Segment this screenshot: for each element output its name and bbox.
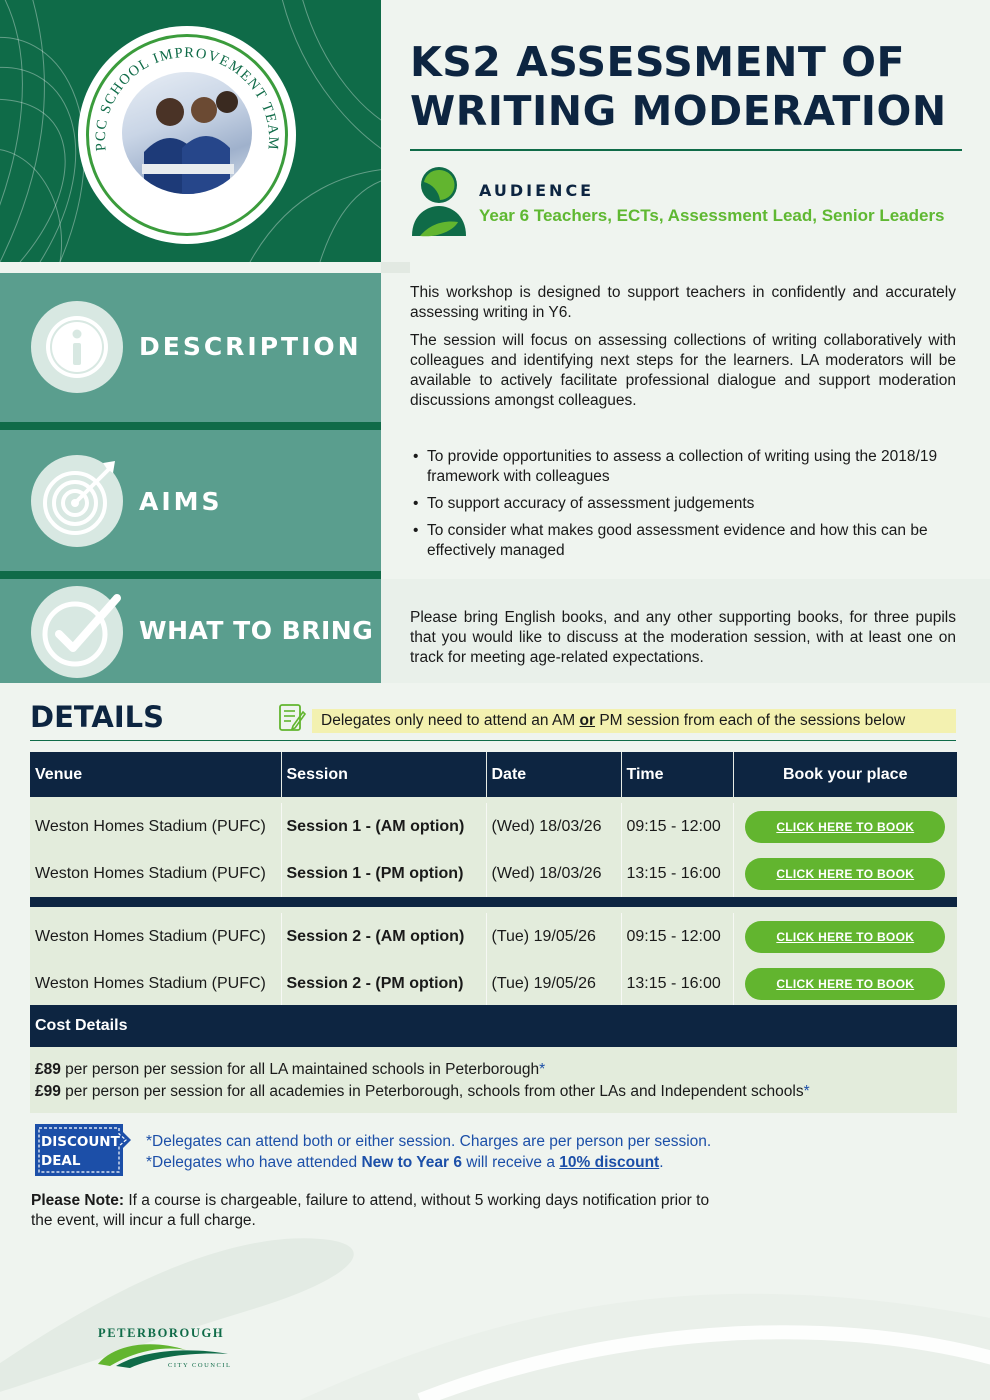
discount-text-part: *Delegates who have attended xyxy=(146,1154,362,1171)
time-cell: 09:15 - 12:00 xyxy=(621,913,733,960)
description-divider xyxy=(0,422,381,430)
venue-cell: Weston Homes Stadium (PUFC) xyxy=(30,960,281,1007)
aim-item: • To support accuracy of assessment judgements xyxy=(411,494,957,514)
time-cell: 13:15 - 16:00 xyxy=(621,960,733,1007)
header-hero-panel xyxy=(0,0,381,262)
book-cell xyxy=(733,850,957,897)
note-or: or xyxy=(579,712,596,729)
book-cell xyxy=(733,803,957,850)
book-cell xyxy=(733,960,957,1007)
title-divider xyxy=(410,149,962,151)
time-cell: 13:15 - 16:00 xyxy=(621,850,733,897)
title-line-2: WRITING MODERATION xyxy=(410,87,947,135)
notepad-icon xyxy=(278,702,306,732)
book-button[interactable]: CLICK HERE TO BOOK xyxy=(745,858,945,890)
note-text: Delegates only need to attend an AM xyxy=(321,712,580,729)
description-paragraph-2: The session will focus on assessing collections of writing collaboratively with colleagues and identifying next steps for the learners. LA moderators will be available to actively facilitate professional dialogue and support moderation discussions amongst colleagues. xyxy=(410,332,956,409)
column-header-time: Time xyxy=(621,752,733,797)
details-divider xyxy=(30,740,956,741)
discount-line-2 xyxy=(146,1152,711,1173)
aims-list xyxy=(411,447,957,568)
cost-line-2 xyxy=(35,1081,952,1103)
description-paragraph-1: This workshop is designed to support teachers in confidently and accurately assessing writing in Y6. xyxy=(410,284,956,321)
venue-cell: Weston Homes Stadium (PUFC) xyxy=(30,850,281,897)
info-icon xyxy=(31,301,123,393)
aims-label: AIMS xyxy=(139,487,223,516)
book-button[interactable]: CLICK HERE TO BOOK xyxy=(745,968,945,1000)
please-note-text: If a course is chargeable, failure to attend, without 5 working days notification prior to the event, will incur a full charge. xyxy=(31,1192,710,1229)
book-cell xyxy=(733,913,957,960)
cost-text: per person per session for all academies in Peterborough, schools from other LAs and Independent schools xyxy=(60,1083,804,1100)
table-header-row xyxy=(30,752,957,797)
date-cell: (Wed) 18/03/26 xyxy=(486,803,621,850)
column-header-venue: Venue xyxy=(30,752,281,797)
note-text: PM session from each of the sessions below xyxy=(595,712,906,729)
asterisk: * xyxy=(803,1083,810,1100)
column-header-session: Session xyxy=(281,752,486,797)
cost-line-1 xyxy=(35,1059,952,1081)
badge-circular-text xyxy=(78,26,296,244)
please-note-label: Please Note: xyxy=(31,1192,125,1209)
pcc-logo-text-top: PETERBOROUGH xyxy=(98,1326,225,1340)
audience-text: Year 6 Teachers, ECTs, Assessment Lead, Senior Leaders xyxy=(479,206,945,225)
discount-deal-badge xyxy=(31,1122,133,1178)
aims-divider xyxy=(0,571,381,579)
header-spacer xyxy=(381,262,410,273)
discount-link[interactable]: 10% discount xyxy=(559,1154,660,1171)
discount-text xyxy=(146,1131,711,1173)
book-button[interactable]: CLICK HERE TO BOOK xyxy=(745,921,945,953)
date-cell: (Wed) 18/03/26 xyxy=(486,850,621,897)
session-cell: Session 2 - (AM option) xyxy=(281,913,486,960)
aim-item: • To provide opportunities to assess a collection of writing using the 2018/19 framework with colleagues xyxy=(411,447,957,487)
aim-item: • To consider what makes good assessment evidence and how this can be effectively managed xyxy=(411,521,957,561)
cost-details-heading: Cost Details xyxy=(30,1005,957,1047)
venue-cell: Weston Homes Stadium (PUFC) xyxy=(30,913,281,960)
discount-line-1: *Delegates can attend both or either session. Charges are per person per session. xyxy=(146,1133,712,1150)
session-cell: Session 1 - (PM option) xyxy=(281,850,486,897)
table-row xyxy=(30,803,957,850)
audience-heading: AUDIENCE xyxy=(479,181,595,200)
session-separator xyxy=(30,897,957,907)
what-to-bring-label: WHAT TO BRING xyxy=(139,616,374,645)
date-cell: (Tue) 19/05/26 xyxy=(486,913,621,960)
session-cell: Session 1 - (AM option) xyxy=(281,803,486,850)
description-text xyxy=(410,283,956,411)
table-row xyxy=(30,850,957,897)
date-cell: (Tue) 19/05/26 xyxy=(486,960,621,1007)
checkmark-icon xyxy=(31,586,123,678)
description-label: DESCRIPTION xyxy=(139,332,362,361)
new-to-year-6: New to Year 6 xyxy=(361,1154,462,1171)
column-header-book: Book your place xyxy=(733,752,957,797)
asterisk: * xyxy=(539,1061,546,1078)
audience-person-icon xyxy=(410,166,468,242)
column-header-date: Date xyxy=(486,752,621,797)
title-line-1: KS2 ASSESSMENT OF xyxy=(410,38,905,86)
discount-text-part: . xyxy=(659,1154,664,1171)
target-icon xyxy=(31,455,123,547)
price: £99 xyxy=(35,1083,61,1100)
attendance-note xyxy=(312,709,956,733)
what-to-bring-text: Please bring English books, and any other supporting books, for three pupils that you would like to discuss at the moderation session, with at least one on track for meeting age-related expectations. xyxy=(410,609,956,666)
venue-cell: Weston Homes Stadium (PUFC) xyxy=(30,803,281,850)
page-title xyxy=(410,38,970,136)
table-row xyxy=(30,913,957,960)
discount-badge-line-1: DISCOUNT xyxy=(41,1134,120,1150)
price: £89 xyxy=(35,1061,61,1078)
details-title: DETAILS xyxy=(30,700,165,734)
sessions-table xyxy=(30,752,957,1007)
session-cell: Session 2 - (PM option) xyxy=(281,960,486,1007)
discount-badge-line-2: DEAL xyxy=(41,1153,81,1169)
book-button[interactable]: CLICK HERE TO BOOK xyxy=(745,811,945,843)
cost-text: per person per session for all LA maintained schools in Peterborough xyxy=(60,1061,540,1078)
cost-details-body xyxy=(30,1047,957,1113)
pcc-logo-text-bottom: CITY COUNCIL xyxy=(168,1362,232,1369)
badge-text: PCC SCHOOL IMPROVEMENT TEAM xyxy=(92,44,282,152)
table-row xyxy=(30,960,957,1007)
discount-text-part: will receive a xyxy=(461,1154,560,1171)
time-cell: 09:15 - 12:00 xyxy=(621,803,733,850)
